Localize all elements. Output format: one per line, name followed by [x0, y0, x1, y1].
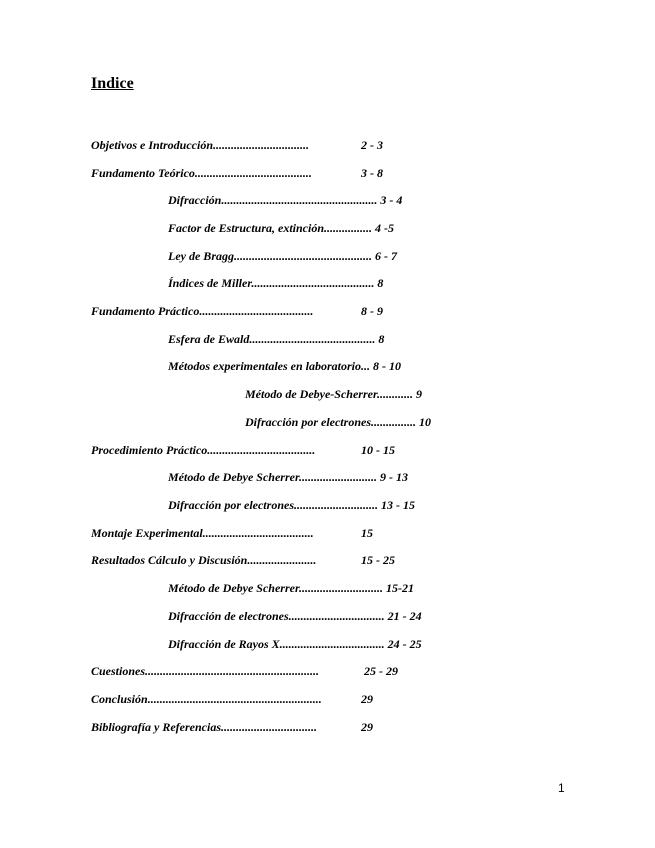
toc-entry-pages: 15 [361, 526, 373, 540]
toc-entry-text: Ley de Bragg.............................................. 6 - 7 [168, 249, 397, 263]
toc-entry-text: Bibliografía y Referencias................................ [91, 720, 317, 734]
toc-entry-text: Cuestiones.......................................................... [91, 664, 320, 678]
toc-entry-text: Difracción por electrones............... 10 [245, 415, 431, 429]
toc-entry-text: Fundamento Teórico....................................... [91, 166, 312, 180]
document-title: Indice [91, 75, 134, 92]
toc-entry-pages: 15 - 25 [361, 553, 395, 567]
toc-entry-text: Resultados Cálculo y Discusión....................... [91, 553, 317, 567]
toc-entry-text: Conclusión.......................................................... [91, 692, 322, 706]
toc-entry-pages: 29 [361, 720, 373, 734]
toc-entry-pages: 25 - 29 [364, 664, 398, 678]
toc-entry-text: Difracción de electrones................................ 21 - 24 [168, 609, 422, 623]
toc-entry-pages: 2 - 3 [361, 138, 383, 152]
toc-entry-pages: 3 - 8 [361, 166, 383, 180]
toc-entry-text: Método de Debye Scherrer.......................... 9 - 13 [168, 470, 408, 484]
toc-entry-pages: 10 - 15 [361, 443, 395, 457]
toc-entry-text: Esfera de Ewald.......................................... 8 [168, 332, 385, 346]
toc-entry-text: Método de Debye-Scherrer............ 9 [245, 387, 422, 401]
toc-entry-text: Índices de Miller......................................... 8 [168, 276, 384, 290]
toc-entry-pages: 8 - 9 [361, 304, 383, 318]
toc-entry-text: Método de Debye Scherrer............................ 15-21 [168, 581, 414, 595]
toc-entry-text: Métodos experimentales en laboratorio... 8 - 10 [168, 359, 401, 373]
toc-entry-text: Factor de Estructura, extinción................ 4 -5 [168, 221, 395, 235]
toc-entry-text: Procedimiento Práctico.................................... [91, 443, 316, 457]
page-number: 1 [558, 781, 565, 795]
toc-entry-pages: 29 [361, 692, 373, 706]
toc-entry-text: Fundamento Práctico...................................... [91, 304, 314, 318]
toc-entry-text: Montaje Experimental..................................... [91, 526, 314, 540]
toc-entry-text: Difracción por electrones............................ 13 - 15 [168, 498, 415, 512]
toc-entry-text: Difracción.................................................... 3 - 4 [168, 193, 403, 207]
toc-entry-text: Objetivos e Introducción................................ [91, 138, 309, 152]
toc-entry-text: Difracción de Rayos X................................... 24 - 25 [168, 637, 422, 651]
